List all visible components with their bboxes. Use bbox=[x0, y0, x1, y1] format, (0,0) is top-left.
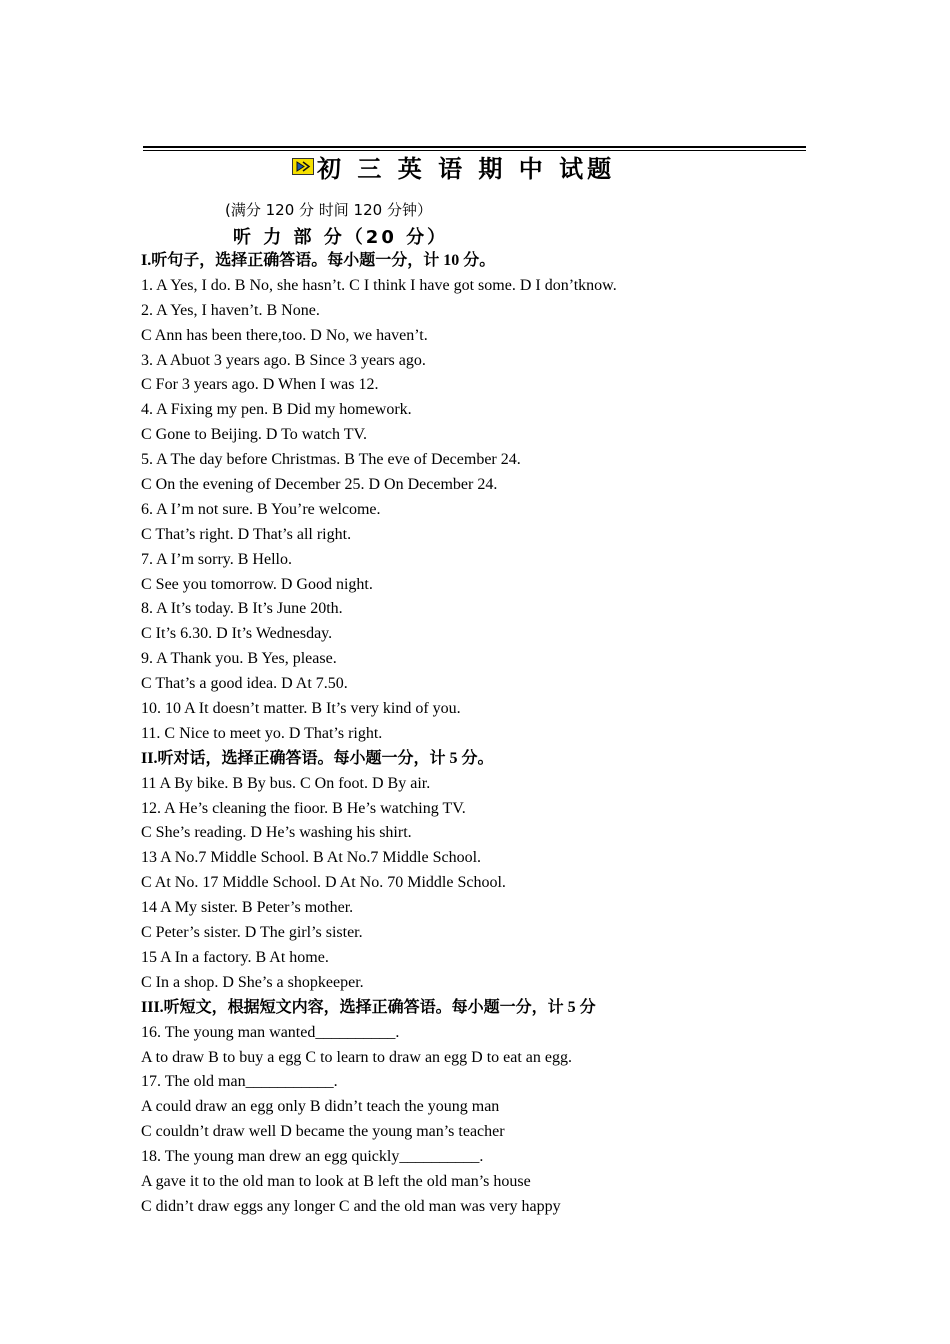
question-line: 15 A In a factory. B At home. bbox=[141, 948, 329, 966]
question-line: 3. A Abuot 3 years ago. B Since 3 years ago. bbox=[141, 351, 426, 369]
question-line: A to draw B to buy a egg C to learn to draw an egg D to eat an egg. bbox=[141, 1048, 572, 1066]
question-line: 6. A I’m not sure. B You’re welcome. bbox=[141, 500, 381, 518]
question-line: 7. A I’m sorry. B Hello. bbox=[141, 550, 292, 568]
question-line: 4. A Fixing my pen. B Did my homework. bbox=[141, 401, 412, 419]
question-list bbox=[141, 249, 841, 1220]
question-line: C That’s a good idea. D At 7.50. bbox=[141, 675, 348, 693]
question-line: C That’s right. D That’s all right. bbox=[141, 525, 352, 543]
question-line: C On the evening of December 25. D On December 24. bbox=[141, 476, 498, 494]
question-line: 11 A By bike. B By bus. C On foot. D By air. bbox=[141, 774, 431, 792]
question-line: C Ann has been there,too. D No, we haven’t. bbox=[141, 326, 428, 344]
section-instruction: I.听句子，选择正确答语。每小题一分，计 10 分。 bbox=[141, 252, 496, 269]
section-instruction: II.听对话，选择正确答语。每小题一分，计 5 分。 bbox=[141, 749, 494, 767]
question-line: 2. A Yes, I haven’t. B None. bbox=[141, 301, 320, 319]
question-line: 18. The young man drew an egg quickly__________. bbox=[141, 1148, 484, 1166]
question-line: C For 3 years ago. D When I was 12. bbox=[141, 376, 379, 394]
question-line: 9. A Thank you. B Yes, please. bbox=[141, 650, 337, 668]
question-line: C She’s reading. D He’s washing his shirt. bbox=[141, 824, 412, 842]
question-line: 1. A Yes, I do. B No, she hasn’t. C I think I have got some. D I don’tknow. bbox=[141, 276, 617, 294]
question-line: A gave it to the old man to look at B left the old man’s house bbox=[141, 1172, 531, 1190]
question-line: 12. A He’s cleaning the fioor. B He’s watching TV. bbox=[141, 799, 466, 817]
question-line: 16. The young man wanted__________. bbox=[141, 1023, 400, 1041]
question-line: C See you tomorrow. D Good night. bbox=[141, 575, 373, 593]
question-line: C Peter’s sister. D The girl’s sister. bbox=[141, 924, 363, 942]
question-line: 17. The old man___________. bbox=[141, 1073, 338, 1091]
question-line: 14 A My sister. B Peter’s mother. bbox=[141, 899, 354, 917]
page-title: 初 三 英 语 期 中 试题 bbox=[317, 154, 616, 183]
question-line: C It’s 6.30. D It’s Wednesday. bbox=[141, 625, 333, 643]
question-line: 10. 10 A It doesn’t matter. B It’s very kind of you. bbox=[141, 700, 461, 718]
question-line: C Gone to Beijing. D To watch TV. bbox=[141, 426, 367, 444]
question-line: C At No. 17 Middle School. D At No. 70 Middle School. bbox=[141, 874, 506, 892]
exam-info: (满分 120 分 时间 120 分钟） bbox=[225, 201, 432, 219]
question-line: A could draw an egg only B didn’t teach the young man bbox=[141, 1098, 500, 1116]
question-line: 11. C Nice to meet yo. D That’s right. bbox=[141, 724, 383, 742]
question-line: 8. A It’s today. B It’s June 20th. bbox=[141, 600, 343, 618]
question-line: C couldn’t draw well D became the young man’s teacher bbox=[141, 1123, 505, 1141]
question-line: 5. A The day before Christmas. B The eve of December 24. bbox=[141, 451, 521, 469]
question-line: C didn’t draw eggs any longer C and the old man was very happy bbox=[141, 1197, 561, 1215]
title-row bbox=[292, 150, 615, 182]
question-line: C In a shop. D She’s a shopkeeper. bbox=[141, 973, 364, 991]
section-instruction: III.听短文，根据短文内容，选择正确答语。每小题一分，计 5 分 bbox=[141, 998, 596, 1016]
listening-section-heading: 听 力 部 分（20 分） bbox=[233, 227, 449, 248]
question-line: 13 A No.7 Middle School. B At No.7 Middle School. bbox=[141, 849, 482, 867]
document-icon bbox=[292, 158, 314, 175]
